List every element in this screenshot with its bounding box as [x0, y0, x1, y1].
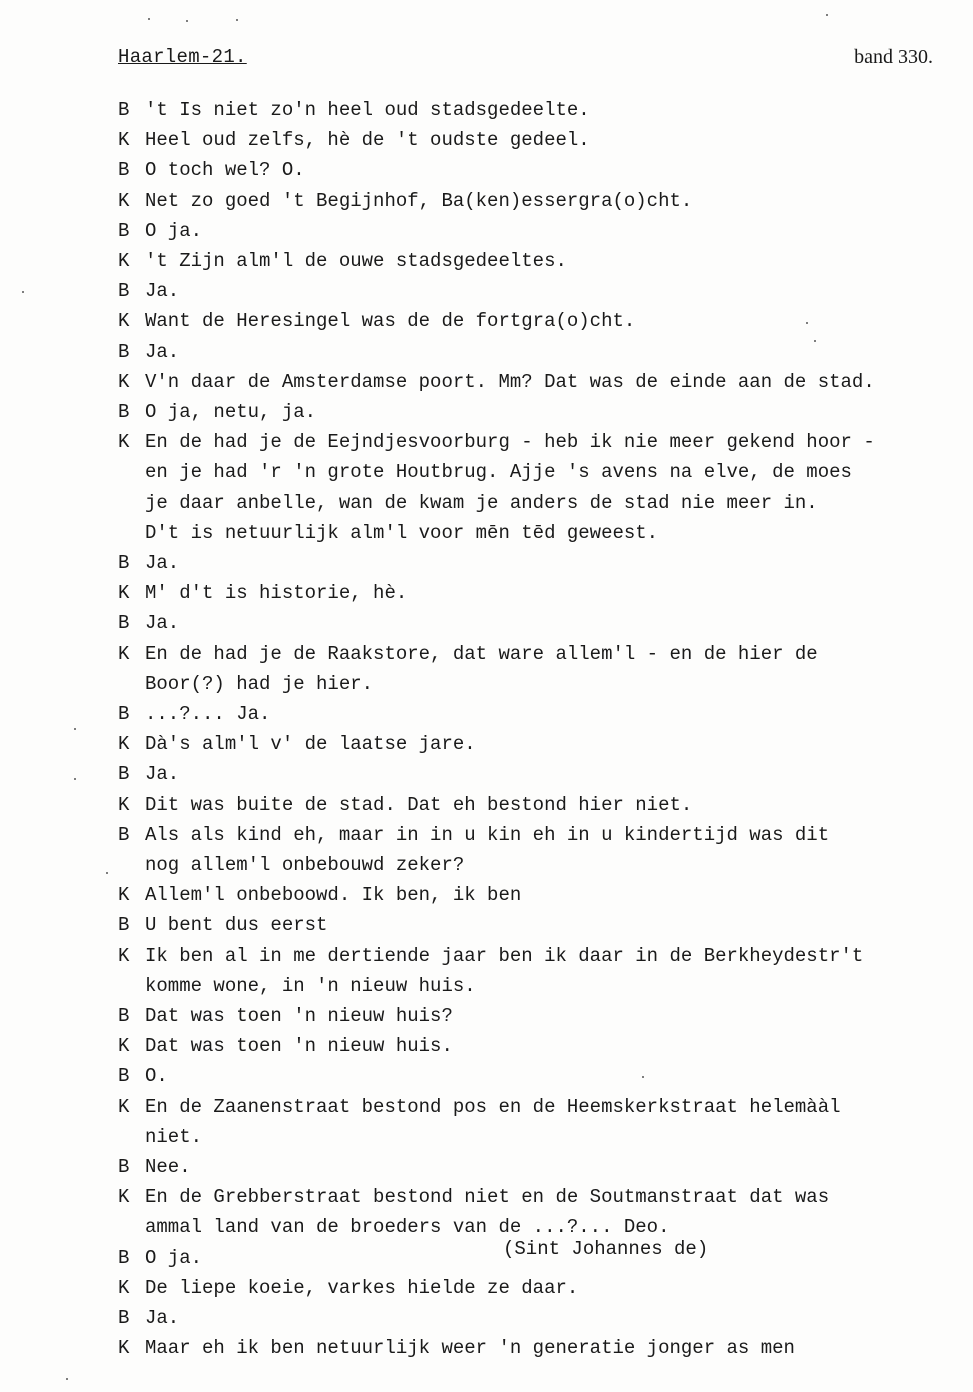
scan-speck [826, 14, 828, 16]
speaker-label: K [118, 310, 130, 333]
utterance-text: D't is netuurlijk alm'l voor mēn tēd geweest. [145, 521, 659, 544]
speaker-label: B [118, 1065, 130, 1088]
speaker-label: B [118, 401, 130, 423]
utterance-text: Ja. [145, 1307, 180, 1329]
utterance-text: Boor(?) had je hier. [145, 672, 374, 695]
utterance-text: komme wone, in 'n nieuw huis. [145, 974, 476, 997]
speaker-label: B [118, 914, 130, 937]
utterance-text: En de Zaanenstraat bestond pos en de Heemskerkstraat helemààl [145, 1095, 841, 1118]
utterance-text: ...?... Ja. [145, 703, 271, 725]
speaker-label: B [118, 1156, 130, 1178]
speaker-label: K [118, 431, 130, 454]
utterance-text: niet. [145, 1125, 203, 1148]
speaker-label: K [118, 793, 130, 816]
speaker-label: B [118, 612, 130, 635]
location-header: Haarlem-21. [118, 46, 247, 68]
speaker-label: K [118, 129, 130, 152]
utterance-text: O ja. [145, 219, 203, 242]
utterance-text: Dat was toen 'n nieuw huis. [145, 1035, 453, 1058]
utterance-text: Als als kind eh, maar in in u kin eh in u kindertijd was dit [145, 823, 830, 846]
utterance-text: Ja. [145, 280, 180, 303]
speaker-label: K [118, 733, 130, 756]
scan-speck [74, 728, 76, 730]
scan-speck [814, 340, 816, 342]
speaker-label: K [118, 582, 130, 605]
scan-speck [148, 18, 150, 20]
speaker-label: B [118, 219, 130, 242]
utterance-text: O. [145, 1065, 168, 1088]
speaker-label: K [118, 1035, 130, 1058]
utterance-text: De liepe koeie, varkes hielde ze daar. [145, 1276, 579, 1299]
speaker-label: B [118, 159, 130, 182]
utterance-text: ammal land van de broeders van de ...?... Deo. [145, 1216, 670, 1239]
speaker-label: B [118, 552, 130, 574]
speaker-label: K [118, 944, 130, 967]
scan-speck [66, 1378, 68, 1380]
speaker-label: K [118, 1095, 130, 1118]
speaker-label: K [118, 370, 130, 393]
scan-speck [806, 322, 808, 324]
utterance-text: Maar eh ik ben netuurlijk weer 'n generatie jonger as men [145, 1337, 795, 1360]
scan-speck [106, 872, 108, 874]
scan-speck [236, 19, 238, 21]
speaker-label: K [118, 1337, 130, 1360]
speaker-label: K [118, 642, 130, 665]
interlinear-note: (Sint Johannes de) [503, 1238, 709, 1260]
utterance-text: Ik ben al in me dertiende jaar ben ik daar in de Berkheydestr't [145, 944, 864, 967]
scan-speck [22, 291, 24, 293]
utterance-text: V'n daar de Amsterdamse poort. Mm? Dat was de einde aan de stad. [145, 370, 875, 393]
utterance-text: Allem'l onbeboowd. Ik ben, ik ben [145, 884, 522, 907]
utterance-text: O ja. [145, 1246, 203, 1269]
speaker-label: K [118, 1276, 130, 1299]
speaker-label: K [118, 189, 130, 212]
utterance-text: Net zo goed 't Begijnhof, Ba(ken)essergra(o)cht. [145, 189, 693, 212]
utterance-text: Ja. [145, 552, 180, 574]
utterance-text: En de had je de Eejndjesvoorburg - heb ik nie meer gekend hoor - [145, 431, 875, 454]
utterance-text: Nee. [145, 1156, 191, 1178]
speaker-label: K [118, 250, 130, 272]
utterance-text: Dit was buite de stad. Dat eh bestond hier niet. [145, 793, 693, 816]
utterance-text: en je had 'r 'n grote Houtbrug. Ajje 's avens na elve, de moes [145, 461, 852, 484]
utterance-text: Want de Heresingel was de de fortgra(o)cht. [145, 310, 636, 333]
utterance-text: nog allem'l onbebouwd zeker? [145, 854, 465, 876]
speaker-label: B [118, 703, 130, 725]
speaker-label: K [118, 1186, 130, 1209]
speaker-label: B [118, 1005, 130, 1027]
utterance-text: O ja, netu, ja. [145, 401, 317, 423]
utterance-text: Ja. [145, 612, 180, 635]
band-number: band 330. [854, 46, 933, 68]
speaker-label: B [118, 99, 130, 121]
utterance-text: Heel oud zelfs, hè de 't oudste gedeel. [145, 129, 590, 152]
utterance-text: Dat was toen 'n nieuw huis? [145, 1005, 453, 1027]
scan-speck [74, 778, 76, 780]
utterance-text: 't Is niet zo'n heel oud stadsgedeelte. [145, 99, 590, 121]
speaker-label: B [118, 823, 130, 846]
scan-speck [642, 1076, 644, 1078]
utterance-text: O toch wel? O. [145, 159, 305, 182]
utterance-text: En de Grebberstraat bestond niet en de Soutmanstraat dat was [145, 1186, 830, 1209]
scan-speck [186, 20, 188, 22]
utterance-text: M' d't is historie, hè. [145, 582, 408, 605]
utterance-text: 't Zijn alm'l de ouwe stadsgedeeltes. [145, 250, 567, 272]
speaker-label: B [118, 280, 130, 303]
speaker-label: B [118, 340, 130, 363]
speaker-label: B [118, 763, 130, 786]
utterance-text: U bent dus eerst [145, 914, 328, 937]
utterance-text: Dà's alm'l v' de laatse jare. [145, 733, 476, 756]
utterance-text: En de had je de Raakstore, dat ware allem'l - en de hier de [145, 642, 818, 665]
utterance-text: Ja. [145, 763, 180, 786]
speaker-label: B [118, 1246, 130, 1269]
speaker-label: K [118, 884, 130, 907]
speaker-label: B [118, 1307, 130, 1329]
utterance-text: Ja. [145, 340, 180, 363]
utterance-text: je daar anbelle, wan de kwam je anders de stad nie meer in. [145, 491, 818, 514]
